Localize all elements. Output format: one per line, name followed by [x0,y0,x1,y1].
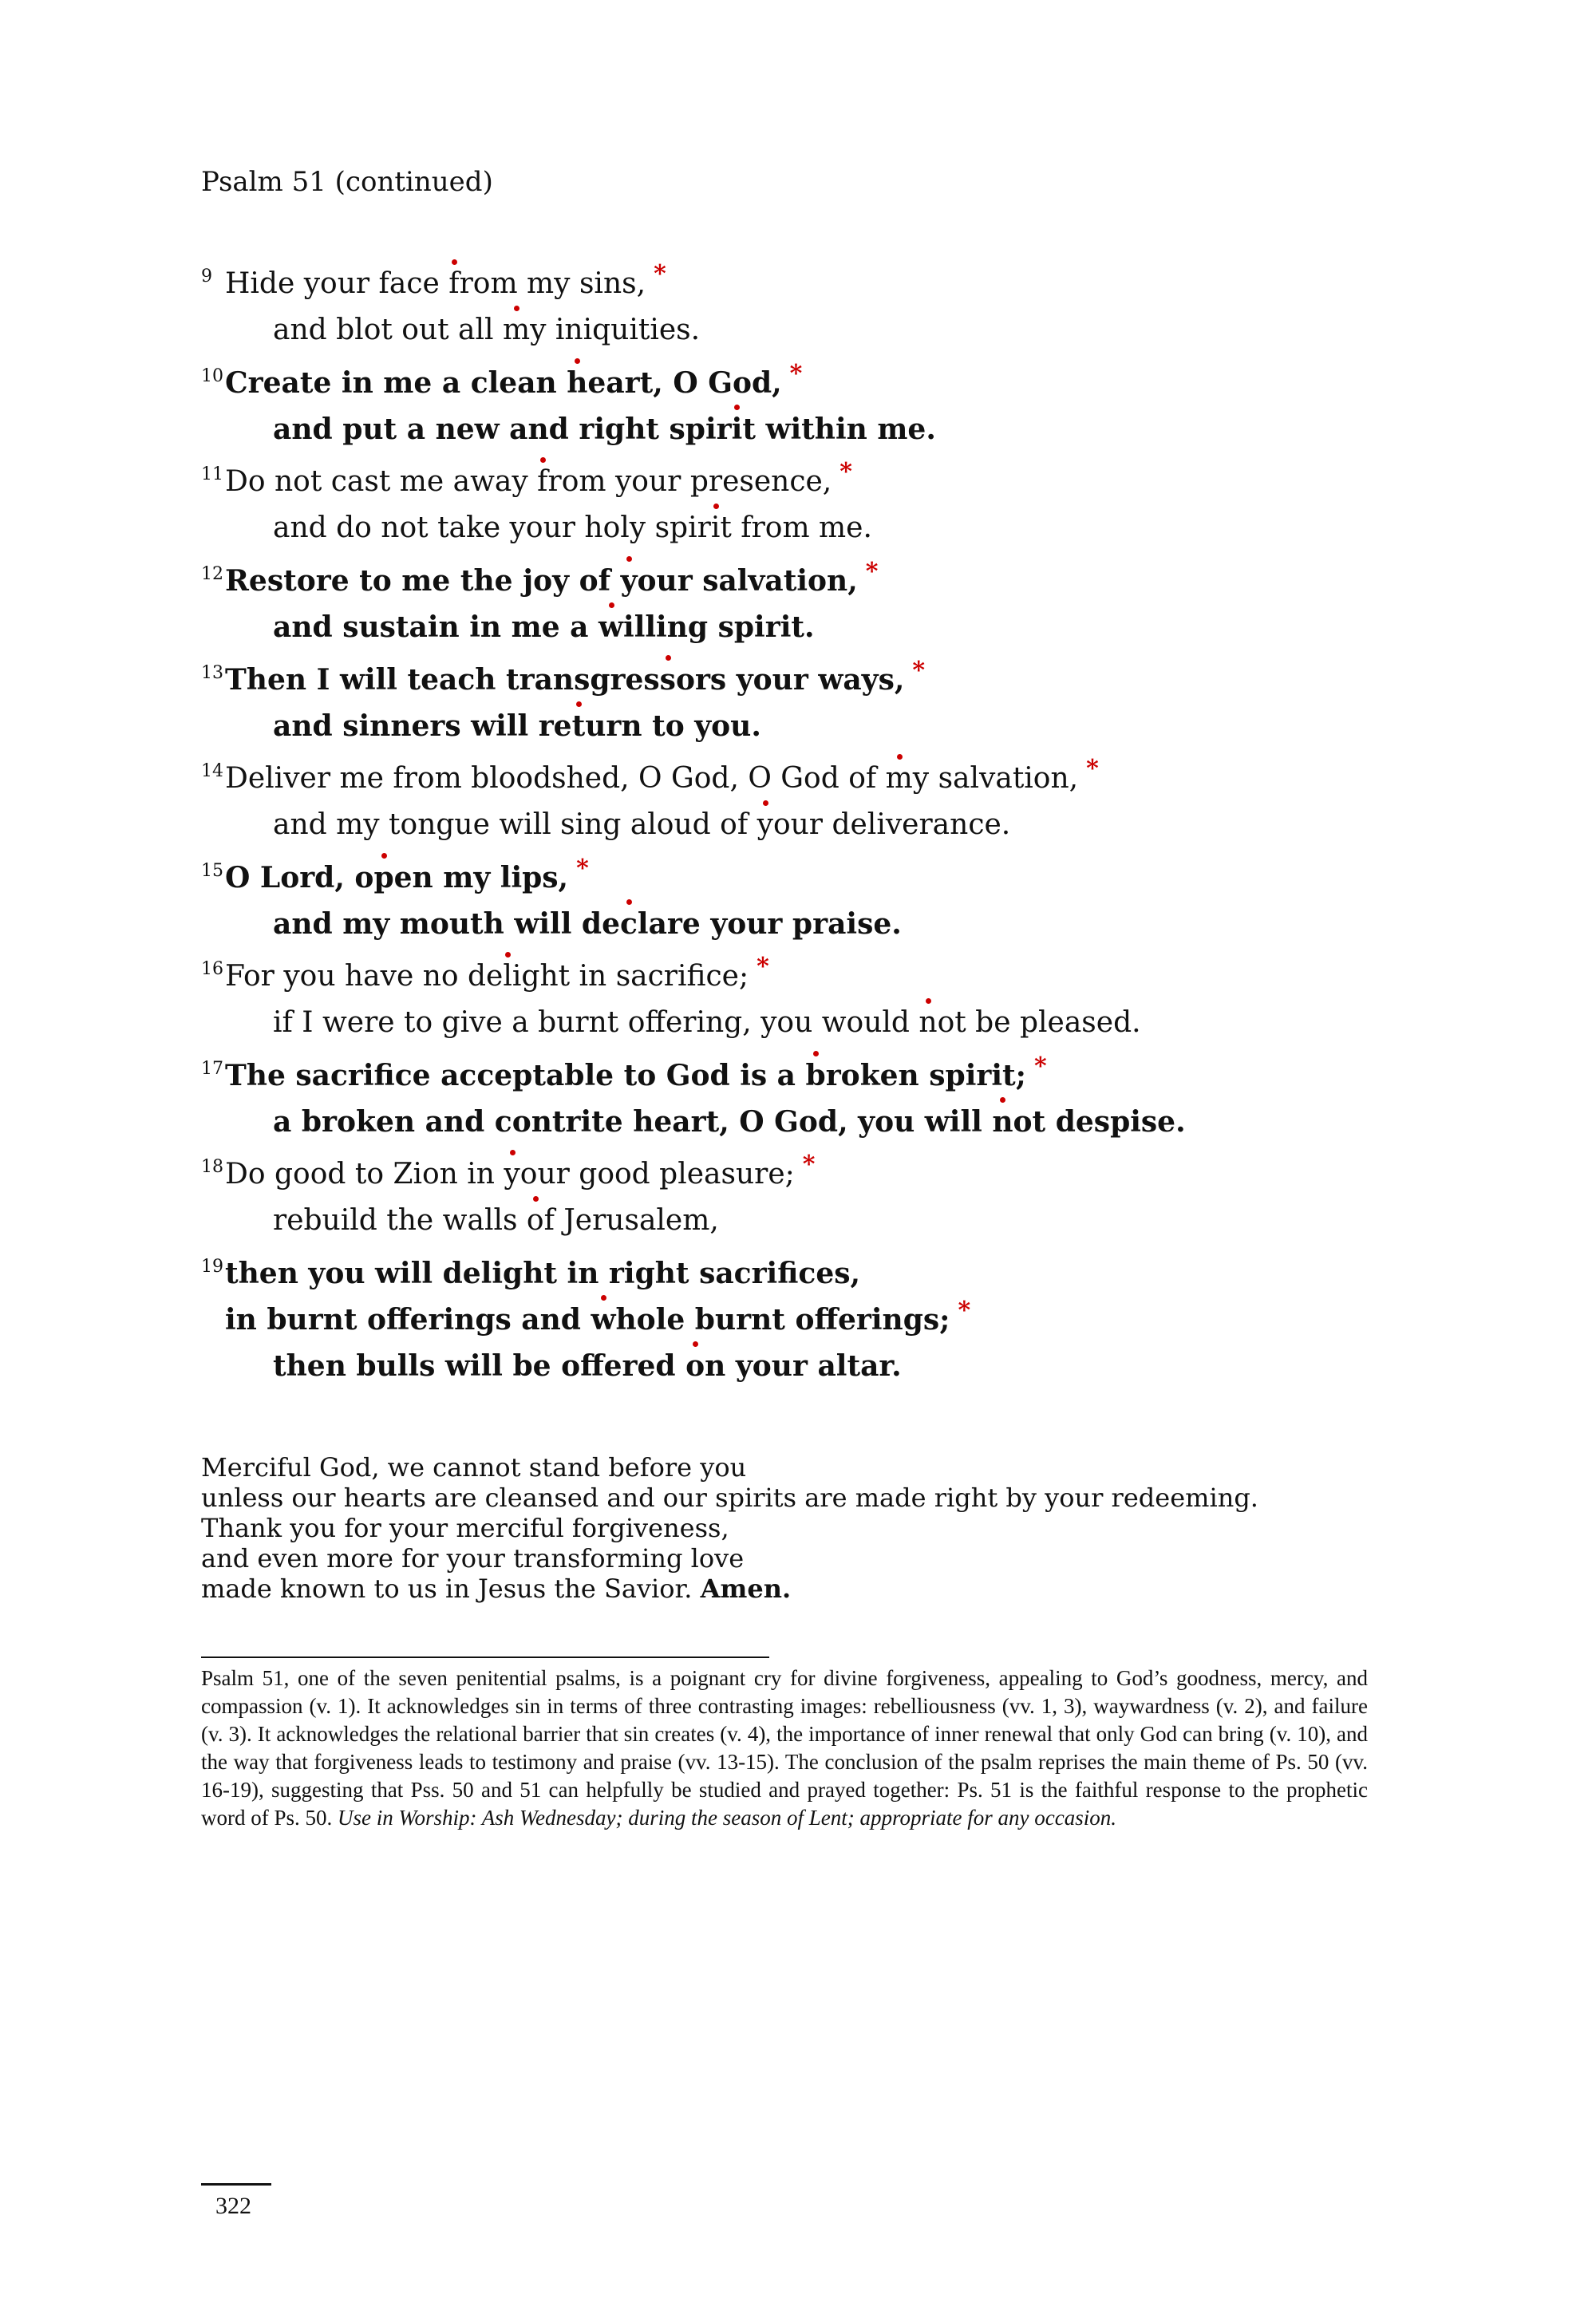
pointed-syllable: y [504,1158,519,1191]
pointed-syllable: n [992,1105,1013,1139]
pointing-dot-icon [813,1051,819,1056]
pointed-syllable: h [567,366,587,400]
verse-text: Deliver me from bloodshed, O God, O God of [225,762,886,795]
pointing-dot-icon [693,1341,698,1347]
pointed-syllable: m [886,762,913,795]
pointed-syllable: n [918,1006,937,1039]
page-number-rule [201,2183,271,2186]
verse-line: 10Create in me a clean h eart, O God, * [201,360,803,400]
pointing-dot-icon [510,1150,516,1155]
verse-text: ot be pleased. [937,1006,1141,1039]
pointing-dot-icon [926,998,931,1004]
pointed-syllable: i [732,413,743,446]
verse-text: Do not cast me away [225,465,538,498]
asterisk-mark: * [789,360,803,388]
verse-text: ot despise. [1013,1105,1186,1139]
verse-line [273,1104,1186,1139]
verse-text: eart, O God, [587,366,782,400]
verse-text: f Jerusalem, [543,1204,719,1237]
prayer-line: and even more for your transforming love [201,1543,745,1574]
verse-text: then bulls will be offered [273,1349,686,1383]
pointing-dot-icon [540,457,546,463]
pointed-syllable: c [620,907,638,941]
pointing-dot-icon [897,754,903,760]
verse-line: 13Then I will teach transgress ors your ways, * [201,657,926,697]
verse-text: y iniquities. [530,314,701,346]
verse-line: 15O Lord, op en my lips, * [201,855,589,894]
asterisk-mark: * [865,558,879,586]
verse-text: and my mouth will de [273,907,620,941]
pointed-syllable: s [660,663,676,697]
pointing-dot-icon [381,853,387,859]
verse-text: our salvation, [637,564,858,598]
verse-text: and my tongue will sing aloud of [273,808,757,841]
verse-line [225,1297,971,1337]
verse-line: 16For you have no del ight in sacrifice; * [201,953,769,993]
verse-text: Hide your face [225,267,449,300]
verse-line: 19then you will delight in right sacrifices, [201,1257,861,1290]
verse-text: For you have no de [225,960,504,993]
verse-text: Do good to Zion in [225,1158,504,1191]
verse-text: and sustain in me a [273,610,599,644]
pointed-syllable: o [685,1349,705,1383]
verse-line [273,1349,902,1384]
verse-text: a broken and contrite heart, O God, you will [273,1105,993,1139]
verse-text: t within me. [742,413,936,446]
verse-text: Then I will teach transgres [225,663,660,697]
verse-line [273,906,902,942]
verse-line: 17The sacrifice acceptable to God is a b roken spirit; * [201,1052,1047,1092]
verse-text: if I were to give a burnt offering, you would [273,1006,919,1039]
note-text: Psalm 51, one of the seven penitential psalms, is a poignant cry for divine forgiveness, appealing to God’s goodness, mercy, and compassion (v. 1). It acknowledges sin in terms of three contrasting images: rebelliousness (vv. 1, 3), waywardness (v. 2), and failure (v. 3). It acknowledges the relational barrier that sin creates (v. 4), the importance of inner renewal that only God can bring (v. 10), and the way that forgiveness leads to testimony and praise (vv. 13-15). The conclusion of the psalm reprises the main theme of Ps. 50 (vv. 16-19), suggesting that Pss. 50 and 51 can helpfully be studied and prayed together: Ps. 51 is the faithful response to the prophetic word of Ps. 50. [201,1666,1368,1830]
pointed-syllable: f [537,465,547,498]
asterisk-mark: * [839,458,852,486]
verse-text: and put a new and right spir [273,413,732,446]
verse-text: roken spirit; [825,1059,1026,1092]
verse-text: n your altar. [705,1349,902,1383]
asterisk-mark: * [802,1151,816,1179]
prayer-line: unless our hearts are cleansed and our spirits are made right by your redeeming. [201,1483,1258,1513]
pointed-syllable: w [591,1303,616,1337]
verse-line: 18Do good to Zion in y our good pleasure; * [201,1151,816,1191]
pointing-dot-icon [626,556,632,562]
pointed-syllable: w [598,610,623,644]
pointed-syllable: y [621,564,638,598]
pointed-syllable: b [806,1059,826,1092]
verse-text: our deliverance. [772,808,1011,841]
verse-line: 11Do not cast me away f rom your presence, * [201,458,852,498]
verse-text: O Lord, o [225,861,374,894]
pointing-dot-icon [505,952,511,958]
verse-line [273,1203,719,1238]
pointed-syllable: i [711,511,721,544]
verse-line [273,412,936,447]
verse-line: 12Restore to me the joy of y our salvation, * [201,558,879,598]
pointing-dot-icon [576,701,582,707]
pointing-dot-icon [575,358,580,364]
pointed-syllable: o [527,1204,544,1237]
pointed-syllable: p [373,861,393,894]
pointing-dot-icon [666,655,671,661]
verse-line [273,808,1010,843]
asterisk-mark: * [654,260,666,288]
pointing-dot-icon [533,1196,539,1202]
page-number: 322 [215,2193,251,2219]
verse-text: Restore to me the joy of [225,564,621,598]
note-use-in-worship: Use in Worship: Ash Wednesday; during the season of Lent; appropriate for any occasion. [338,1806,1116,1830]
verse-text: then you will delight in right sacrifices, [225,1257,861,1290]
asterisk-mark: * [958,1297,971,1325]
asterisk-mark: * [576,855,589,883]
verse-text: illing spirit. [623,610,815,644]
asterisk-mark: * [1086,755,1099,783]
pointed-syllable: f [448,267,459,300]
verse-line [273,313,700,348]
verse-text: and do not take your holy spir [273,511,711,544]
pointing-dot-icon [713,503,719,509]
prayer-amen: Amen. [700,1574,792,1604]
verse-text: hole burnt offerings; [615,1303,950,1337]
verse-line: 14Deliver me from bloodshed, O God, O God of m y salvation, * [201,755,1099,795]
pointing-dot-icon [514,306,519,311]
verse-text: in burnt offerings and [225,1303,591,1337]
verse-text: rom my sins, [459,267,646,300]
footnote-rule [201,1657,769,1658]
prayer-line: Merciful God, we cannot stand before you [201,1452,747,1483]
verse-text: t from me. [720,511,872,544]
asterisk-mark: * [757,953,769,981]
pointing-dot-icon [763,800,768,806]
verse-text: ight in sacrifice; [512,960,749,993]
verse-line [273,1005,1141,1041]
prayer-line: Thank you for your merciful forgiveness, [201,1513,729,1543]
verse-text: and sinners will re [273,709,572,743]
prayer-line: made known to us in Jesus the Savior. Amen. [201,1574,792,1604]
verse-text: rebuild the walls [273,1204,527,1237]
pointing-dot-icon [1000,1097,1005,1103]
verse-text: ors your ways, [675,663,905,697]
psalm-note [201,1664,1368,1832]
verse-line [273,511,872,546]
verse-text: our good pleasure; [519,1158,795,1191]
asterisk-mark: * [912,657,926,685]
pointing-dot-icon [609,602,614,608]
verse-line [273,709,761,744]
verse-line: 9 Hide your face f rom my sins, * [201,260,666,300]
running-head: Psalm 51 (continued) [201,166,493,198]
verse-text: and blot out all [273,314,503,346]
pointed-syllable: y [757,808,773,841]
verse-line [273,610,815,645]
pointing-dot-icon [626,899,632,905]
pointed-syllable: t [572,709,586,743]
verse-text: urn to you. [585,709,761,743]
verse-text: The sacrifice acceptable to God is a [225,1059,806,1092]
verse-text: Create in me a clean [225,366,567,400]
pointed-syllable: m [503,314,530,346]
verse-text: y salvation, [912,762,1079,795]
pointed-syllable: l [503,960,512,993]
verse-text: lare your praise. [637,907,902,941]
pointing-dot-icon [452,259,457,265]
pointing-dot-icon [601,1295,606,1301]
verse-text: rom your presence, [547,465,832,498]
psalm-prayer [201,1452,1398,1604]
verse-text: en my lips, [393,861,569,894]
asterisk-mark: * [1033,1052,1047,1080]
pointing-dot-icon [734,405,740,410]
